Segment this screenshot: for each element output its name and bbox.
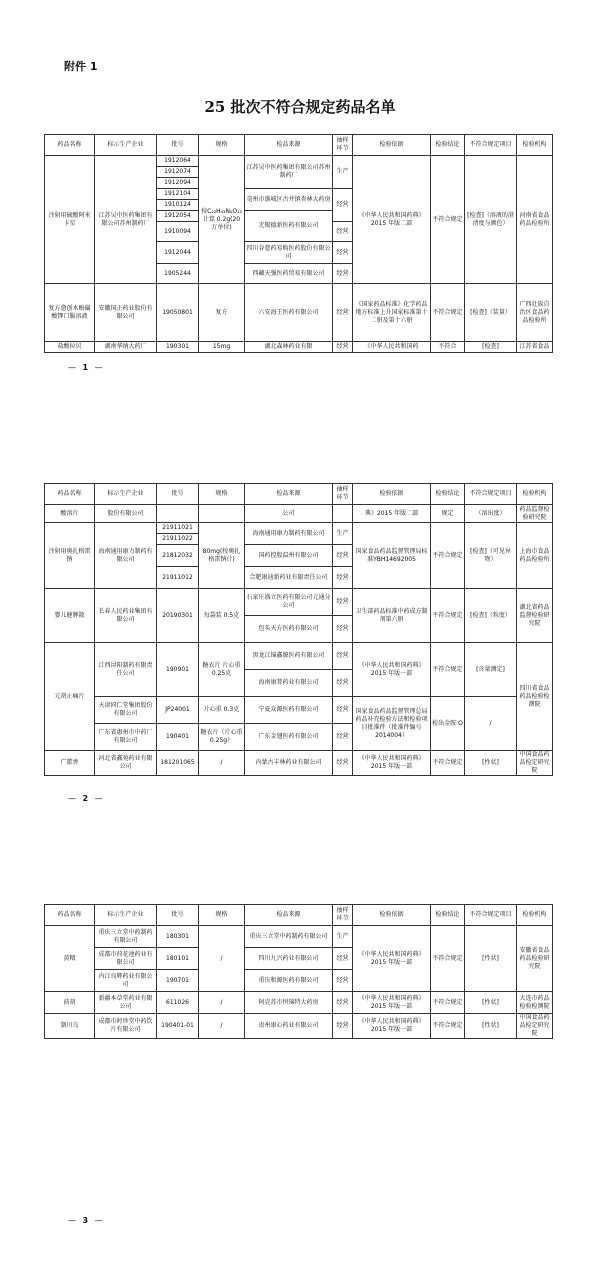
- conclusion-cell: 不符合规定: [431, 992, 465, 1014]
- conclusion-cell: 不符合规定: [431, 523, 465, 589]
- batch-cell: 180101: [157, 948, 199, 970]
- stage-cell: 经营: [333, 948, 353, 970]
- company-cell: 广东省惠州市中药厂有限公司: [95, 724, 157, 751]
- annex-label: 附件 1: [64, 60, 98, 73]
- header-cell: 检品来源: [245, 905, 333, 926]
- drug-name-cell: 酸溶片: [45, 505, 95, 523]
- source-cell: 四川九兴药业有限公司: [245, 948, 333, 970]
- basis-cell: 《中华人民共和国药: [353, 342, 431, 353]
- stage-cell: 经营: [333, 1014, 353, 1039]
- conclusion-cell: 不符合规定: [431, 643, 465, 697]
- spec-cell: [199, 505, 245, 523]
- batch-cell: 190701: [157, 970, 199, 992]
- batch-cell: 21911012: [157, 567, 199, 589]
- header-cell: 规格: [199, 905, 245, 926]
- item-cell: /: [465, 697, 517, 751]
- basis-cell: 《中华人民共和国药典》2015 年版一部: [353, 992, 431, 1014]
- conclusion-cell: 不符合规定: [431, 589, 465, 643]
- company-cell: 新疆本草堂药业有限公司: [95, 992, 157, 1014]
- stage-cell: 生产: [333, 156, 353, 189]
- item-cell: [检查]（装量）: [465, 284, 517, 342]
- drug-name-cell: 注射用奥扎格雷钠: [45, 523, 95, 589]
- stage-cell: [333, 505, 353, 523]
- header-row: [45, 905, 553, 926]
- header-cell: 不符合规定项目: [465, 905, 517, 926]
- org-cell: 广西壮族自治区食品药品检验所: [517, 284, 553, 342]
- stage-cell: 经营: [333, 643, 353, 670]
- basis-cell: 典》2015 年版二部: [353, 505, 431, 523]
- source-cell: 合肥康迪新药业有限责任公司: [245, 567, 333, 589]
- conclusion-cell: 检出金胺 O: [431, 697, 465, 751]
- header-cell: 标示生产企业: [95, 135, 157, 156]
- company-cell: 江西浔阳制药有限责任公司: [95, 643, 157, 697]
- header-cell: 检品来源: [245, 135, 333, 156]
- table-row: [45, 926, 553, 948]
- spec-cell: 片心重 0.3克: [199, 697, 245, 724]
- source-cell: 黑龙江锦鑫源医药有限公司: [245, 643, 333, 670]
- batch-cell: 181201065: [157, 751, 199, 776]
- drug-name-cell: 盐酸拉贝: [45, 342, 95, 353]
- batch-cell: [157, 505, 199, 523]
- table-row: [45, 589, 553, 616]
- page-number-1: — 1 —: [68, 363, 105, 372]
- item-cell: [性状]: [465, 992, 517, 1014]
- header-cell: 药品名称: [45, 484, 95, 505]
- source-cell: 重庆和源医药有限公司: [245, 970, 333, 992]
- batch-cell: 190401-01: [157, 1014, 199, 1039]
- header-row: [45, 135, 553, 156]
- stage-cell: 经营: [333, 992, 353, 1014]
- org-cell: 湖北省药品监督检验研究院: [517, 589, 553, 643]
- batch-cell: 1905244: [157, 264, 199, 284]
- table-row: [45, 284, 553, 342]
- conclusion-cell: 不符合规定: [431, 926, 465, 992]
- header-cell: 检验依据: [353, 484, 431, 505]
- conclusion-cell: 不符合规定: [431, 1014, 465, 1039]
- spec-cell: /: [199, 992, 245, 1014]
- table-row: [45, 992, 553, 1014]
- basis-cell: 《中华人民共和国药典》2015 年版一部: [353, 1014, 431, 1039]
- table-row: [45, 751, 553, 776]
- conclusion-cell: 不符合规定: [431, 156, 465, 284]
- source-cell: 六安海王医药有限公司: [245, 284, 333, 342]
- source-cell: 公司: [245, 505, 333, 523]
- source-cell: 海南通用康力制药有限公司: [245, 523, 333, 545]
- stage-cell: 生产: [333, 926, 353, 948]
- spec-cell: 糖衣片 片心重 0.25克: [199, 643, 245, 697]
- source-cell: 国药控股温州有限公司: [245, 545, 333, 567]
- source-cell: 江苏吴中医药集团有限公司苏州制药厂: [245, 156, 333, 189]
- company-cell: 海南通用康力制药有限公司: [95, 523, 157, 589]
- table-row: [45, 643, 553, 670]
- header-cell: 规格: [199, 135, 245, 156]
- company-cell: 河北省鑫苑药业有限公司: [95, 751, 157, 776]
- drug-name-cell: 复方愈创木酚磺酸钾口服溶液: [45, 284, 95, 342]
- drug-name-cell: 婴儿健脾散: [45, 589, 95, 643]
- header-cell: 检验机构: [517, 484, 553, 505]
- source-cell: 亳州市谯城区古井镇杏林大药房: [245, 189, 333, 211]
- stage-cell: 经营: [333, 970, 353, 992]
- batch-cell: JP24001: [157, 697, 199, 724]
- header-cell: 标示生产企业: [95, 905, 157, 926]
- spec-cell: 每袋装 0.5克: [199, 589, 245, 643]
- table-page-2: [44, 483, 552, 776]
- drug-name-cell: 前胡: [45, 992, 95, 1014]
- spec-cell: 80mg(按奥扎格雷钠计): [199, 523, 245, 589]
- page-number-3: — 3 —: [68, 1216, 105, 1225]
- company-cell: 湖南华纳大药厂: [95, 342, 157, 353]
- stage-cell: 经营: [333, 242, 353, 264]
- spec-cell: /: [199, 751, 245, 776]
- source-cell: 湖北森林药业有限: [245, 342, 333, 353]
- batch-cell: 180301: [157, 926, 199, 948]
- table-row: [45, 342, 553, 353]
- header-cell: 检验依据: [353, 135, 431, 156]
- batch-cell: 190401: [157, 724, 199, 751]
- item-cell: [检查]（粒度）: [465, 589, 517, 643]
- drug-table-3: [44, 904, 553, 1039]
- table-row: [45, 523, 553, 534]
- basis-cell: 国家食品药品监督管理局标准YBH14692005: [353, 523, 431, 589]
- batch-cell: 1912104: [157, 189, 199, 200]
- batch-cell: 1910094: [157, 222, 199, 242]
- header-cell: 检验结论: [431, 905, 465, 926]
- conclusion-cell: 不符合规定: [431, 751, 465, 776]
- spec-cell: 按C₂₂H₄₃N₅O₁₃计算 0.2g(20万单位): [199, 156, 245, 284]
- header-cell: 检验结论: [431, 484, 465, 505]
- company-cell: 江苏吴中医药集团有限公司苏州制药厂: [95, 156, 157, 284]
- table-row: [45, 1014, 553, 1039]
- batch-cell: 21911022: [157, 534, 199, 545]
- source-cell: 石家庄盛立医药有限公司元通分公司: [245, 589, 333, 616]
- page-number-2: — 2 —: [68, 794, 105, 803]
- header-cell: 检验依据: [353, 905, 431, 926]
- header-cell: 检品来源: [245, 484, 333, 505]
- basis-cell: 《国家药品标准》化学药品地方标准上升国家标准第十二册及第十六册: [353, 284, 431, 342]
- stage-cell: 经营: [333, 724, 353, 751]
- header-cell: 规格: [199, 484, 245, 505]
- org-cell: 大连市药品检验检测院: [517, 992, 553, 1014]
- batch-cell: 1912054: [157, 211, 199, 222]
- source-cell: 海南康普药业有限公司: [245, 670, 333, 697]
- stage-cell: 经营: [333, 670, 353, 697]
- stage-cell: 经营: [333, 342, 353, 353]
- table-row: [45, 697, 553, 724]
- page-title: 25 批次不符合规定药品名单: [204, 98, 396, 116]
- batch-cell: 20190301: [157, 589, 199, 643]
- company-cell: 股份有限公司: [95, 505, 157, 523]
- spec-cell: /: [199, 926, 245, 992]
- item-cell: [性状]: [465, 926, 517, 992]
- org-cell: 上海市食品药品检验所: [517, 523, 553, 589]
- item-cell: （溶出度）: [465, 505, 517, 523]
- stage-cell: 经营: [333, 751, 353, 776]
- spec-cell: /: [199, 1014, 245, 1039]
- batch-cell: 21812032: [157, 545, 199, 567]
- stage-cell: 经营: [333, 567, 353, 589]
- stage-cell: 生产: [333, 523, 353, 545]
- company-cell: 天津同仁堂集团股份有限公司: [95, 697, 157, 724]
- spec-cell: 糖衣片（片心重 0.25g）: [199, 724, 245, 751]
- item-cell: [检查]（溶液的澄清度与颜色）: [465, 156, 517, 284]
- org-cell: 江苏省食品: [517, 342, 553, 353]
- header-cell: 批号: [157, 484, 199, 505]
- company-cell: 长春人民药业集团有限公司: [95, 589, 157, 643]
- header-cell: 检验机构: [517, 905, 553, 926]
- basis-cell: 卫生部药品标准中药成方制剂第六册: [353, 589, 431, 643]
- stage-cell: 经营: [333, 264, 353, 284]
- source-cell: 包头天方医药有限公司: [245, 616, 333, 643]
- source-cell: 阿克苏市恒锦特大药房: [245, 992, 333, 1014]
- header-cell: 批号: [157, 135, 199, 156]
- batch-cell: 19050801: [157, 284, 199, 342]
- table-row: [45, 156, 553, 167]
- stage-cell: 经营: [333, 545, 353, 567]
- org-cell: 河南省食品药品检验所: [517, 156, 553, 284]
- item-cell: [性状]: [465, 1014, 517, 1039]
- org-cell: 中国食品药品检定研究院: [517, 751, 553, 776]
- batch-cell: 611026: [157, 992, 199, 1014]
- header-cell: 药品名称: [45, 135, 95, 156]
- header-cell: 标示生产企业: [95, 484, 157, 505]
- batch-cell: 1912044: [157, 242, 199, 264]
- company-cell: 内江良辉药业有限公司: [95, 970, 157, 992]
- header-row: [45, 484, 553, 505]
- conclusion-cell: 不符合规定: [431, 284, 465, 342]
- drug-name-cell: 元胡止痛片: [45, 643, 95, 751]
- basis-cell: 国家食品药品监督管理总局药品补充检验方法和检验项目批准件（批准件编号2014004）: [353, 697, 431, 751]
- source-cell: 四川谷慈药易购医药股份有限公司: [245, 242, 333, 264]
- source-cell: 无锡德新医药有限公司: [245, 211, 333, 242]
- batch-cell: 21911021: [157, 523, 199, 534]
- stage-cell: 经营: [333, 284, 353, 342]
- stage-cell: 经营: [333, 697, 353, 724]
- header-cell: 抽样环节: [333, 135, 353, 156]
- source-cell: 西藏天强医药贸易有限公司: [245, 264, 333, 284]
- stage-cell: 经营: [333, 222, 353, 242]
- item-cell: [检查]: [465, 342, 517, 353]
- batch-cell: 1912064: [157, 156, 199, 167]
- basis-cell: 《中华人民共和国药典》2015 年版一部: [353, 751, 431, 776]
- drug-table-1: [44, 134, 553, 353]
- org-cell: 药品监督检验研究院: [517, 505, 553, 523]
- header-cell: 检验结论: [431, 135, 465, 156]
- source-cell: 内蒙古丰林药业有限公司: [245, 751, 333, 776]
- batch-cell: 1912074: [157, 167, 199, 178]
- basis-cell: 《中华人民共和国药典》2015 年版一部: [353, 643, 431, 697]
- table-page-1: [44, 134, 552, 353]
- item-cell: [检查]（可见异物）: [465, 523, 517, 589]
- company-cell: 安徽国正药业股份有限公司: [95, 284, 157, 342]
- header-cell: 不符合规定项目: [465, 135, 517, 156]
- batch-cell: 190901: [157, 643, 199, 697]
- batch-cell: 190301: [157, 342, 199, 353]
- basis-cell: 《中华人民共和国药典》2015 年版一部: [353, 926, 431, 992]
- org-cell: 中国食品药品检定研究院: [517, 1014, 553, 1039]
- header-cell: 不符合规定项目: [465, 484, 517, 505]
- source-cell: 广东金翅医药有限公司: [245, 724, 333, 751]
- stage-cell: 经营: [333, 616, 353, 643]
- header-cell: 抽样环节: [333, 905, 353, 926]
- company-cell: 重庆三立堂中药制药有限公司: [95, 926, 157, 948]
- spec-cell: 复方: [199, 284, 245, 342]
- company-cell: 成都市时珍堂中药饮片有限公司: [95, 1014, 157, 1039]
- item-cell: [含量测定]: [465, 643, 517, 697]
- source-cell: 重庆三立堂中药制药有限公司: [245, 926, 333, 948]
- batch-cell: 1910124: [157, 200, 199, 211]
- drug-name-cell: 黄精: [45, 926, 95, 992]
- org-cell: 四川省食品药品检验检测院: [517, 643, 553, 751]
- table-page-3: [44, 904, 552, 1039]
- drug-table-2: [44, 483, 553, 776]
- source-cell: 贵州康心药业有限公司: [245, 1014, 333, 1039]
- header-cell: 药品名称: [45, 905, 95, 926]
- item-cell: [性状]: [465, 751, 517, 776]
- drug-name-cell: 制川乌: [45, 1014, 95, 1039]
- spec-cell: 15mg: [199, 342, 245, 353]
- company-cell: 成都市荷花池药业有限公司: [95, 948, 157, 970]
- stage-cell: 经营: [333, 589, 353, 616]
- stage-cell: 经营: [333, 189, 353, 222]
- org-cell: 安徽省食品药品检验研究院: [517, 926, 553, 992]
- basis-cell: 《中华人民共和国药典》2015 年版二部: [353, 156, 431, 284]
- header-cell: 检验机构: [517, 135, 553, 156]
- drug-name-cell: 广藿香: [45, 751, 95, 776]
- conclusion-cell: 规定: [431, 505, 465, 523]
- header-cell: 批号: [157, 905, 199, 926]
- table-row: [45, 505, 553, 523]
- source-cell: 宁夏众源医药有限公司: [245, 697, 333, 724]
- conclusion-cell: 不符合: [431, 342, 465, 353]
- drug-name-cell: 注射用硫酸阿米卡星: [45, 156, 95, 284]
- header-cell: 抽样环节: [333, 484, 353, 505]
- batch-cell: 1912094: [157, 178, 199, 189]
